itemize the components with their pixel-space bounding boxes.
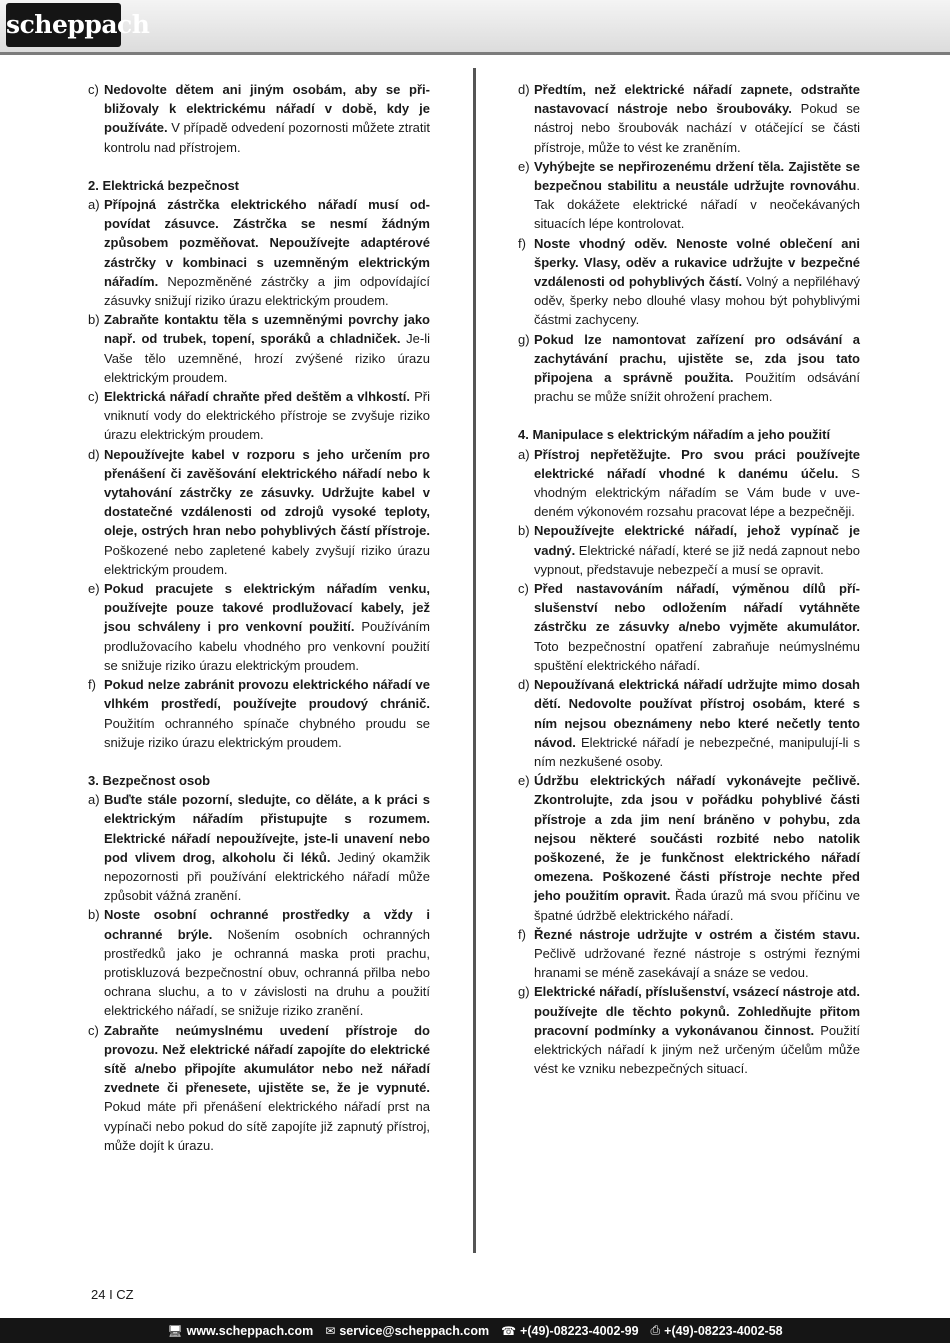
item-text xyxy=(104,195,430,310)
item-text xyxy=(104,445,430,579)
fax-text: +(49)-08223-4002-58 xyxy=(664,1323,783,1338)
item-bold-text: Pokud nelze zabránit provozu elektrického nářadí ve vlhkém prostředí, používejte proudový chránič. xyxy=(104,677,430,712)
footer-phone xyxy=(501,1324,638,1338)
item-normal-text: Elektrické nářadí, které se již nedá zapnout nebo vypnout, představuje nebezpečí a musí se opravit. xyxy=(534,542,860,577)
phone-text: +(49)-08223-4002-99 xyxy=(520,1323,639,1338)
item-bold-text: Nepoužívejte elektrické nářadí, jehož vypínač je vadný. xyxy=(534,523,860,558)
item-text xyxy=(534,445,860,522)
item-normal-text: Používáním prodlužovacího kabelu vhodného pro venkovní použití se snižuje riziko úrazu elektrickým proudem. xyxy=(104,619,430,673)
fax-icon: ⎙ xyxy=(650,1323,661,1337)
item-bold-text: Přípojná zástrčka elektrického nářadí musí odpovídat zásuvce. Zástrčka se nesmí žádným způsobem pozměňovat. Nepoužívejte adaptérové zástrčky v kombinaci s uzemněným elektrickým nářadím. xyxy=(104,197,430,289)
item-label: a) xyxy=(88,197,100,213)
item-text xyxy=(104,790,430,905)
item-normal-text: Poškozené nebo zapletené kabely zvyšují riziko úrazu elektrickým proudem. xyxy=(104,542,430,577)
section-heading: 4. Manipulace s elektrickým nářadím a jeho použití xyxy=(518,427,831,443)
item-normal-text: Pokud se nástroj nebo šroubovák nachází v otáčející se části přístroje, může to vést ke zraněním. xyxy=(534,101,860,155)
item-normal-text: Pečlivě udržované řezné nástroje s ostrými řeznými hranami se méně zasekávají a snáze se vedou. xyxy=(534,945,860,981)
item-text xyxy=(104,579,430,675)
item-label: g) xyxy=(518,331,530,347)
item-normal-text: Řada úrazů má svou příčinu ve špatné údržbě elektrického nářadí. xyxy=(534,888,860,923)
list-item xyxy=(518,234,860,330)
item-label: c) xyxy=(88,82,99,97)
item-normal-text: Volný a nepřiléhavý oděv, šperky nebo dlouhé vlasy mohou být pohyblivými částmi zachyceny. xyxy=(534,274,860,328)
item-label: c) xyxy=(88,389,99,405)
item-bold-text: Řezné nástroje udržujte v ostrém a čistém stavu. xyxy=(534,926,860,942)
monitor-icon: 🖥 xyxy=(167,1323,183,1338)
item-bold-text: Nepoužívaná elektrická nářadí udržujte mimo dosah dětí. Nedovolte používat přístroj osobám, které s ním nejsou obeznámeny nebo které nečetly tento návod. xyxy=(534,677,860,750)
item-label: a) xyxy=(518,446,530,462)
list-item xyxy=(88,445,430,579)
list-item xyxy=(518,80,860,157)
website-text: www.scheppach.com xyxy=(186,1323,314,1338)
item-text xyxy=(534,579,860,675)
footer-bar xyxy=(0,1318,950,1343)
item-bold-text: Vyhýbejte se nepřirozenému držení těla. Zajistěte se bezpečnou stabilitu a neustále udržujte rovnováhu xyxy=(534,158,860,194)
item-bold-text: Noste vhodný oděv. Nenoste volné oblečení ani šperky. Vlasy, oděv a rukavice udržujte v bezpečné vzdálenosti od pohyblivých částí. xyxy=(534,235,860,290)
item-normal-text: Nepozměněné zástrčky a jim odpovídající zásuvky snižují riziko úrazu elektrickým proudem. xyxy=(104,273,430,309)
item-text xyxy=(534,234,860,330)
item-label: e) xyxy=(88,581,100,597)
list-item xyxy=(518,982,860,1078)
item-bold-text: Buďte stále pozorní, sledujte, co děláte, a k práci s elektrickým nářadím přistupujte s rozumem. Elektrické nářadí nepoužívejte, jste-li unavení nebo pod vlivem drog, alkoholu či léků. xyxy=(104,792,430,865)
item-text xyxy=(104,80,430,157)
item-label: c) xyxy=(518,581,529,597)
item-text xyxy=(534,675,860,771)
item-label: e) xyxy=(518,773,530,789)
item-text xyxy=(534,80,860,157)
item-label: d) xyxy=(518,677,530,693)
list-item xyxy=(88,1021,430,1155)
item-text xyxy=(534,521,860,579)
list-item xyxy=(518,925,860,983)
item-bold-text: Noste osobní ochranné prostředky a vždy i ochranné brýle. xyxy=(104,907,430,942)
item-text xyxy=(104,387,430,445)
list-item xyxy=(518,521,860,579)
item-bold-text: Nepoužívejte kabel v rozporu s jeho určením pro přenášení či zavěšování elektrického nářadí nebo k vytahování zástrčky ze zásuvky. Udržujte kabel v dostatečné vzdálenosti od zdrojů vysoké teploty, oleje, ostrých hran nebo pohyblivých částí přístroje. xyxy=(104,446,430,539)
item-label: c) xyxy=(88,1022,99,1038)
item-normal-text: Použití elektrických nářadí k jiným než určeným účelům může vést ke vzniku nebezpečných situací. xyxy=(534,1022,860,1077)
right-column xyxy=(518,80,860,1078)
item-text xyxy=(534,771,860,925)
list-item xyxy=(518,675,860,771)
item-bold-text: Elektrická nářadí chraňte před deštěm a vlhkostí. xyxy=(104,389,410,405)
item-bold-text: Zabraňte neúmyslnému uvedení přístroje do provozu. Než elektrické nářadí zapojíte do elektrické sítě a/nebo připojíte akumulátor nebo než nářadí zvednete či přenesete, ujistěte se, že je vypnuté. xyxy=(104,1022,430,1096)
item-normal-text: Použitím odsávání prachu se může snížit ohrožení prachem. xyxy=(534,370,860,405)
item-normal-text: S vhodným elektrickým nářadím se Vám bude v uvedeném výkonovém rozsahu pracovat lépe a bezpečněji. xyxy=(534,465,860,520)
item-label: d) xyxy=(88,446,100,462)
item-bold-text: Elektrické nářadí, příslušenství, vsázecí nástroje atd. používejte dle těchto pokynů. Zohledňujte přitom pracovní podmínky a vykonávanou činnost. xyxy=(534,984,860,1038)
item-label: e) xyxy=(518,158,530,174)
list-item xyxy=(88,675,430,752)
page-header xyxy=(0,0,950,55)
item-normal-text: Při vniknutí vody do elektrického přístroje se zvyšuje riziko úrazu elektrickým proudem. xyxy=(104,389,431,443)
item-label: f) xyxy=(518,926,526,942)
item-bold-text: Pokud lze namontovat zařízení pro odsávání a zachytávání prachu, ujistěte se, zda jsou tato připojena a správně použita. xyxy=(534,331,860,386)
item-text xyxy=(104,1021,430,1155)
item-normal-text: Nošením osobních ochranných prostředků jako je ochranná maska proti prachu, protiskluzová bezpečnostní obuv, ochranná přilba nebo ochrana sluchu, a to v závislosti na druhu a použití elektrického nářadí, se snižuje riziko zranění. xyxy=(104,926,431,1019)
item-bold-text: Přístroj nepřetěžujte. Pro svou práci používejte elektrické nářadí vhodné k danému účelu. xyxy=(534,446,860,481)
item-normal-text: Je-li Vaše tělo uzemněné, hrozí zvýšené riziko úrazu elektrickým proudem. xyxy=(104,331,430,385)
item-normal-text: Použitím ochranného spínače chybného proudu se snižuje riziko úrazu elektrickým proudem. xyxy=(104,715,430,750)
list-item xyxy=(518,445,860,522)
item-label: f) xyxy=(88,677,96,693)
item-label: g) xyxy=(518,984,530,1000)
email-text: service@scheppach.com xyxy=(339,1323,490,1338)
item-bold-text: Předtím, než elektrické nářadí zapnete, odstraňte nastavovací nástroje nebo šroubováky. xyxy=(534,82,860,117)
item-bold-text: Pokud pracujete s elektrickým nářadím venku, používejte pouze takové prodlužovací kabely, jež jsou schváleny i pro venkovní použití. xyxy=(104,581,430,635)
item-label: f) xyxy=(518,235,526,251)
item-text xyxy=(104,675,430,752)
section-heading: 3. Bezpečnost osob xyxy=(88,772,211,788)
list-item xyxy=(518,330,860,407)
list-item xyxy=(88,387,430,445)
left-column xyxy=(88,80,430,1155)
item-text xyxy=(534,925,860,983)
scheppach-logo: scheppach xyxy=(6,3,121,47)
item-label: b) xyxy=(518,523,530,539)
footer-website[interactable] xyxy=(167,1324,313,1338)
item-normal-text: Pokud máte při přenášení elektrického nářadí prst na vypínači nebo pokud do sítě zapojíte již zapnutý přístroj, může dojít k úrazu. xyxy=(104,1099,430,1153)
item-bold-text: Zabraňte kontaktu těla s uzemněnými povrchy jako např. od trubek, topení, sporáků a chladniček. xyxy=(104,312,430,347)
list-item xyxy=(518,157,860,234)
section-heading: 2. Elektrická bezpečnost xyxy=(88,177,240,193)
item-text xyxy=(534,330,860,407)
item-text xyxy=(104,310,430,387)
list-item xyxy=(88,195,430,310)
item-bold-text: Údržbu elektrických nářadí vykonávejte pečlivě. Zkontrolujte, zda jsou v pořádku pohyblivé části přístroje a zda jim není bráněno v pohybu, zda nejsou některé součásti rozbité nebo natolik poškozené, že je funkčnost elektrického nářadí omezena. Poškozené části přístroje nechte před jeho použitím opravit. xyxy=(534,773,860,904)
item-text xyxy=(104,905,430,1020)
item-label: b) xyxy=(88,907,100,923)
list-item xyxy=(88,80,430,157)
footer-email[interactable] xyxy=(325,1324,489,1338)
item-normal-text: . Tak dokážete elektrické nářadí v neočekávaných situacích lépe kontrolovat. xyxy=(534,178,860,232)
item-text xyxy=(534,982,860,1078)
list-item xyxy=(518,579,860,675)
page-number: 24 I CZ xyxy=(91,1287,134,1302)
mail-icon: ✉ xyxy=(325,1323,336,1338)
item-normal-text: V případě odvedení pozornosti můžete ztratit kontrolu nad přístrojem. xyxy=(104,120,430,155)
list-item xyxy=(88,310,430,387)
phone-icon: ☎ xyxy=(501,1323,517,1338)
item-normal-text: Toto bezpečnostní opatření zabraňuje neúmyslnému spuštění elektrického nářadí. xyxy=(534,638,860,673)
item-normal-text: Elektrické nářadí je nebezpečné, manipulují-li s ním nezkušené osoby. xyxy=(534,734,860,769)
item-label: a) xyxy=(88,792,100,808)
item-bold-text: Nedovolte dětem ani jiným osobám, aby se přibližovaly k elektrickému nářadí v době, kdy je používáte. xyxy=(104,82,430,136)
item-normal-text: Jediný okamžik nepozornosti při používání elektrického nářadí může způsobit vážná zranění. xyxy=(104,849,431,904)
column-divider xyxy=(473,68,476,1253)
item-bold-text: Před nastavováním nářadí, výměnou dílů příslušenství nebo odložením nářadí vytáhněte zástrčku ze zásuvky a/nebo vyjměte akumulátor. xyxy=(534,581,860,635)
item-label: b) xyxy=(88,312,100,328)
list-item xyxy=(88,905,430,1020)
footer-fax xyxy=(651,1323,783,1338)
list-item xyxy=(88,579,430,675)
list-item xyxy=(88,790,430,905)
item-text xyxy=(534,157,860,234)
list-item xyxy=(518,771,860,925)
item-label: d) xyxy=(518,82,530,97)
